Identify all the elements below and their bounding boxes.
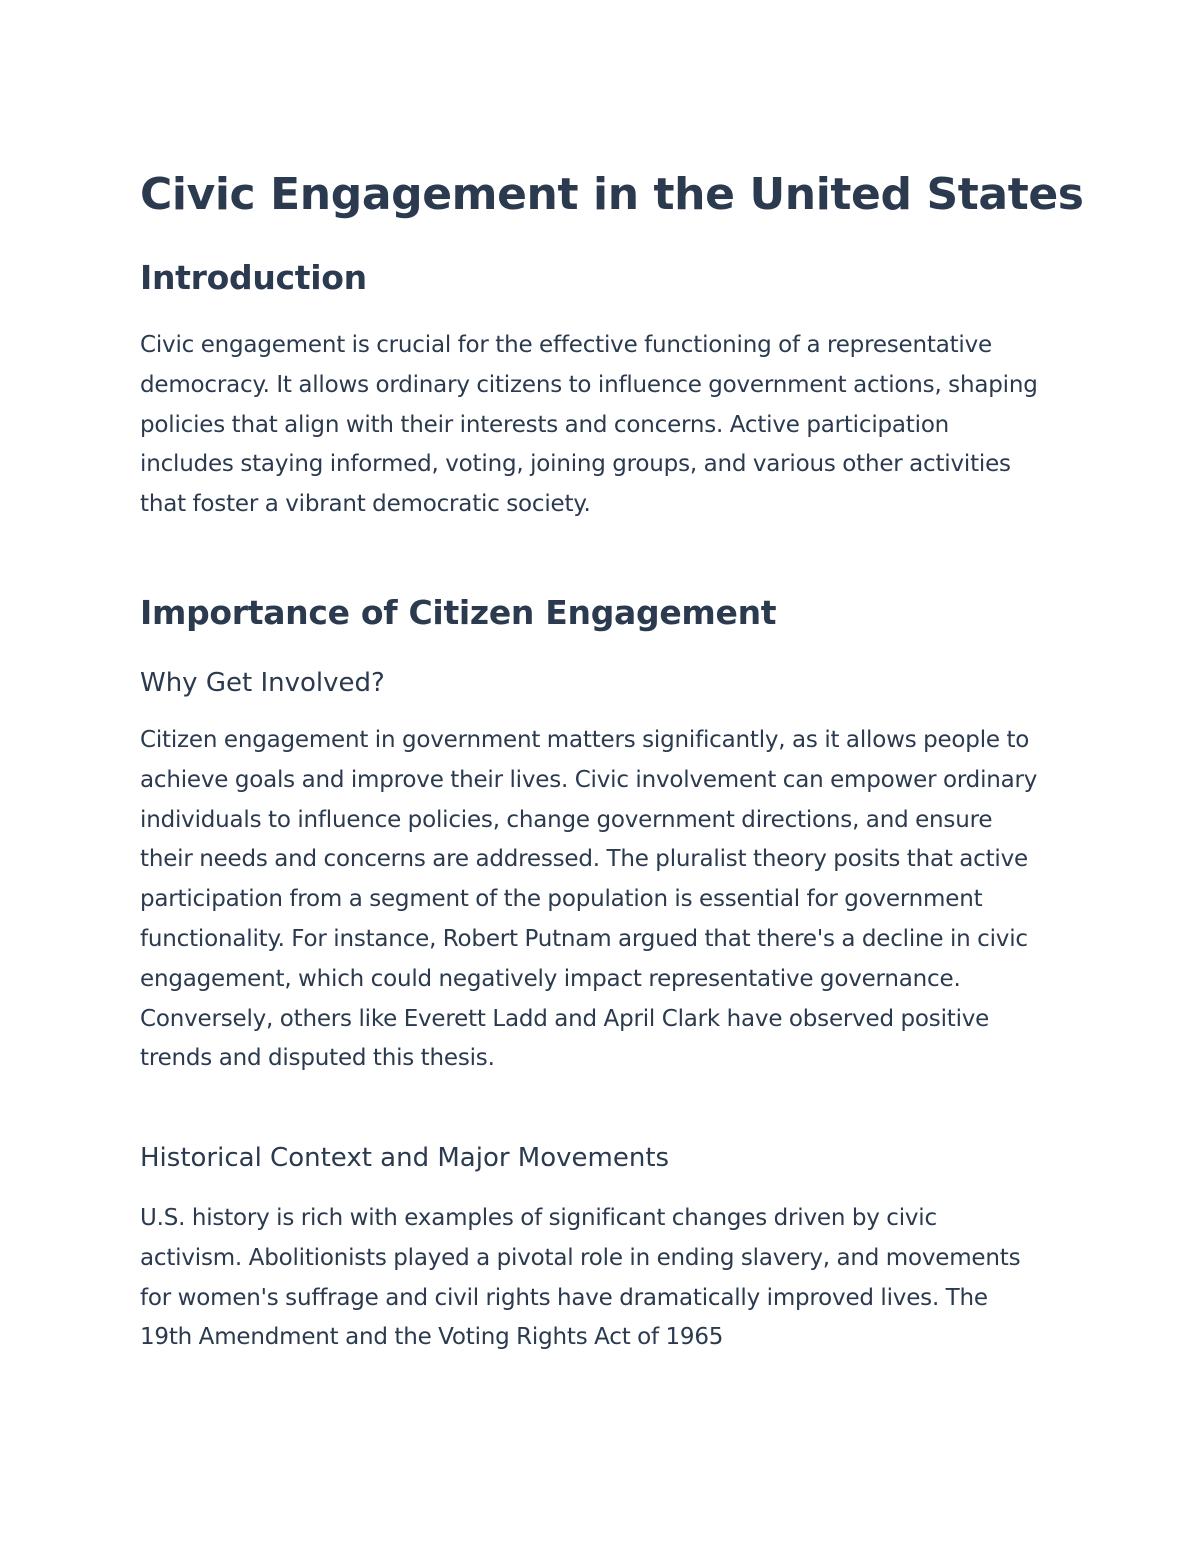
subheading-historical-context: Historical Context and Major Movements: [140, 1143, 670, 1173]
heading-introduction: Introduction: [140, 258, 367, 297]
subheading-why-get-involved: Why Get Involved?: [140, 668, 385, 698]
paragraph-historical-context: U.S. history is rich with examples of significant changes driven by civic activism. Abolitionists played a pivotal role in ending slavery, and movements for women's suffrage and civil rights have dramatically improved lives. The 19th Amendment and the Voting Rights Act of 1965: [140, 1205, 1021, 1351]
paragraph-introduction: Civic engagement is crucial for the effective functioning of a representative democracy. It allows ordinary citizens to influence government actions, shaping policies that align with their interests and concerns. Active participation includes staying informed, voting, joining groups, and various other activities that foster a vibrant democratic society.: [140, 332, 1038, 518]
heading-importance: Importance of Citizen Engagement: [140, 593, 777, 632]
paragraph-why-get-involved: Citizen engagement in government matters significantly, as it allows people to achieve goals and improve their lives. Civic involvement can empower ordinary individuals to influence policies, change government directions, and ensure their needs and concerns are addressed. The pluralist theory posits that active participation from a segment of the population is essential for government functionality. For instance, Robert Putnam argued that there's a decline in civic engagement, which could negatively impact representative governance. Conversely, others like Everett Ladd and April Clark have observed positive trends and disputed this thesis.: [140, 727, 1038, 1072]
document-title: Civic Engagement in the United States: [140, 169, 1084, 220]
